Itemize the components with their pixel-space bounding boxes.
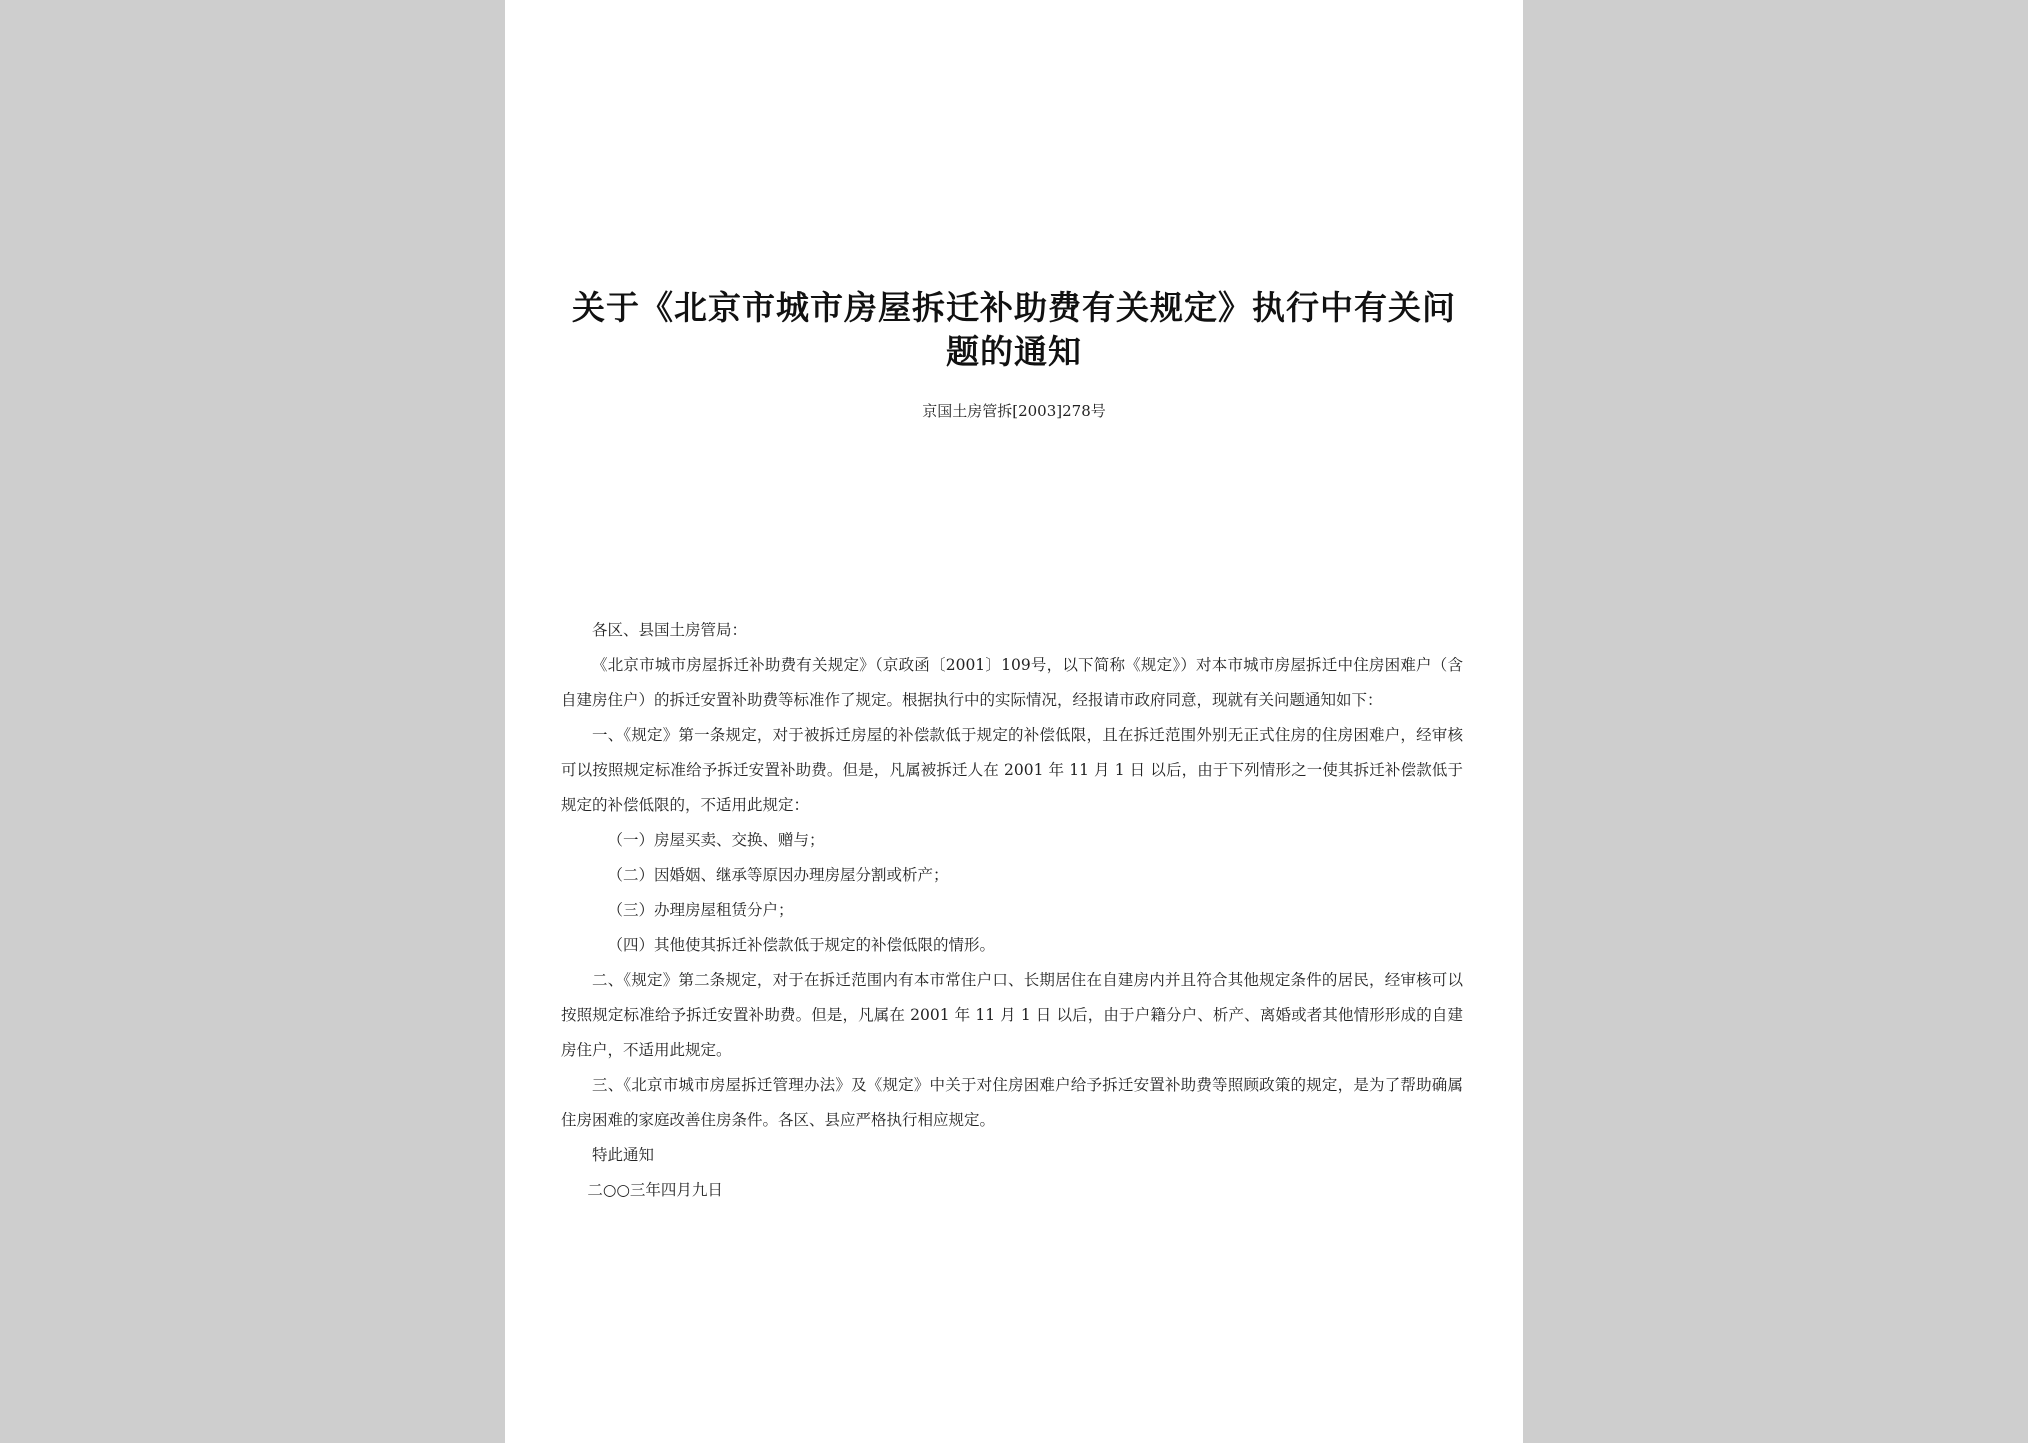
item-two-paragraph: 二、《规定》第二条规定，对于在拆迁范围内有本市常住户口、长期居住在自建房内并且符合其他规定条件的居民，经审核可以按照规定标准给予拆迁安置补助费。但是，凡属在 2001 年 11 月 1 日 以后，由于户籍分户、析产、离婚或者其他情形形成的自建房住户，不适用此规定。	[561, 971, 1463, 1059]
sub-item-one: （一）房屋买卖、交换、赠与；	[607, 831, 825, 849]
sub-item-three: （三）办理房屋租赁分户；	[607, 901, 794, 919]
closing-line: 特此通知	[592, 1146, 655, 1164]
document-page	[505, 0, 1523, 1443]
sub-item-two: （二）因婚姻、继承等原因办理房屋分割或析产；	[607, 866, 949, 884]
salutation: 各区、县国土房管局：	[592, 621, 748, 639]
intro-paragraph: 《北京市城市房屋拆迁补助费有关规定》（京政函〔2001〕109号，以下简称《规定》）对本市城市房屋拆迁中住房困难户（含自建房住户）的拆迁安置补助费等标准作了规定。根据执行中的实际情况，经报请市政府同意，现就有关问题通知如下：	[561, 656, 1463, 709]
document-title: 关于《北京市城市房屋拆迁补助费有关规定》执行中有关问题的通知	[572, 288, 1456, 371]
sub-item-four: （四）其他使其拆迁补偿款低于规定的补偿低限的情形。	[607, 936, 996, 954]
document-number: 京国土房管拆[2003]278号	[922, 402, 1106, 420]
document-body	[561, 613, 1463, 1208]
item-three-paragraph: 三、《北京市城市房屋拆迁管理办法》及《规定》中关于对住房困难户给予拆迁安置补助费等照顾政策的规定，是为了帮助确属住房困难的家庭改善住房条件。各区、县应严格执行相应规定。	[561, 1076, 1463, 1129]
document-date: 二○○三年四月九日	[587, 1181, 723, 1199]
item-one-paragraph: 一、《规定》第一条规定，对于被拆迁房屋的补偿款低于规定的补偿低限，且在拆迁范围外别无正式住房的住房困难户，经审核可以按照规定标准给予拆迁安置补助费。但是，凡属被拆迁人在 2001 年 11 月 1 日 以后，由于下列情形之一使其拆迁补偿款低于规定的补偿低限的，不适用此规定：	[561, 726, 1463, 814]
